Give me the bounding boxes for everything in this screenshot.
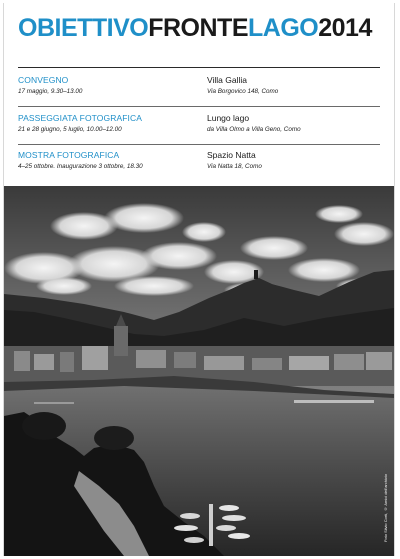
title-part-year: 2014 [318,14,372,42]
event-name: CONVEGNO [18,75,69,85]
event-passeggiata [18,113,380,137]
event-address: Via Borgovico 148, Como [207,88,279,95]
poster [3,3,395,556]
pier [294,400,374,403]
event-address: Via Natta 18, Como [207,163,262,170]
event-name: MOSTRA FOTOGRAFICA [18,150,120,160]
event-time: 17 maggio, 9.30–13.00 [18,88,83,95]
poster-title [18,13,372,43]
tower-icon [254,270,258,279]
event-venue: Spazio Natta [207,150,256,160]
divider-1 [18,106,380,107]
divider-top [18,67,380,68]
divider-2 [18,144,380,145]
lake-como-photo [4,186,394,556]
title-part-fronte: FRONTE [148,14,249,42]
event-venue: Villa Gallia [207,75,248,85]
event-address: da Villa Olmo a Villa Geno, Como [207,126,301,133]
lake-landscape-image [4,186,394,556]
title-part-lago: LAGO [248,14,319,42]
event-mostra [18,150,380,174]
title-part-obiettivo: OBIETTIVO [18,14,149,42]
photo-credit: Foto Silvio Corti, © Amici dell'archivio [383,473,388,542]
event-time: 4–25 ottobre. Inaugurazione 3 ottobre, 18.30 [18,163,143,170]
event-convegno [18,75,380,99]
event-venue: Lungo lago [207,113,250,123]
event-name: PASSEGGIATA FOTOGRAFICA [18,113,142,123]
event-time: 21 e 28 giugno, 5 luglio, 10.00–12.00 [18,126,122,133]
